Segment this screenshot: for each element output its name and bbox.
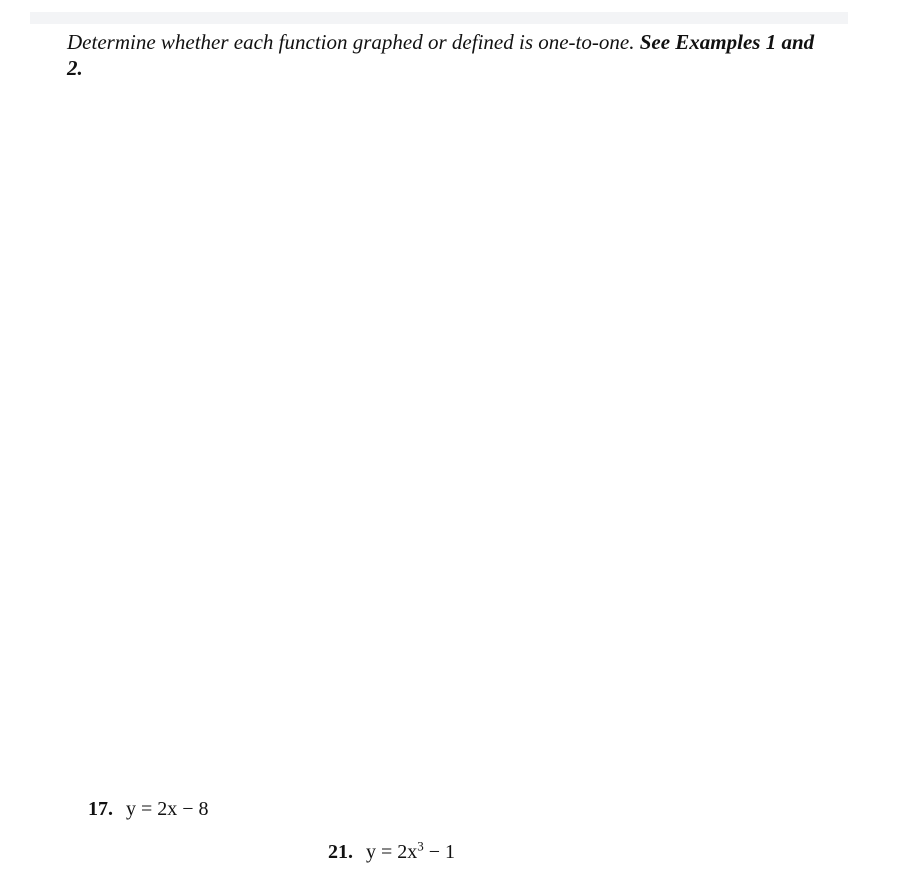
exercise-number: 21. [328,841,353,863]
exercise-number: 17. [88,798,113,820]
instructions-examples-reference: See Examples 1 and 2. [67,30,815,80]
header-band [30,12,848,24]
equation-tail: − 1 [423,841,456,863]
instructions-italic: Determine whether each function graphed or defined is one-to-one. [67,30,640,54]
equation-base: y = 2x [366,841,418,863]
exercise-21 [328,840,455,864]
instructions-text [67,29,827,81]
exercise-equation: y = 2x − 8 [126,798,209,820]
exercise-equation [366,838,456,863]
equation-exponent: 3 [417,838,424,854]
exercise-17 [88,797,209,821]
